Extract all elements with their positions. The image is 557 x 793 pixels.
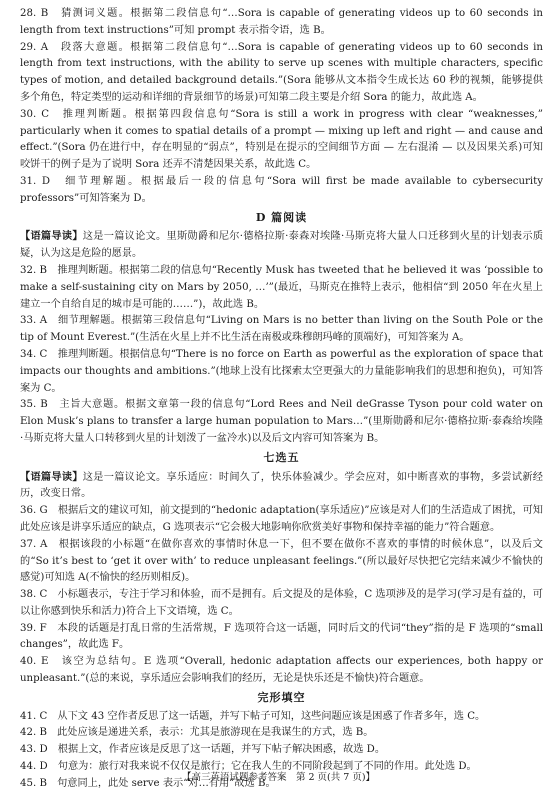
answer-35: 35. B 主旨大意题。根据文章第一段的信息句“Lord Rees and Neil deGrasse Tyson pour cold water on Elon Musk’s plans to transfer a large human population to Mars…”(里斯勋爵和尼尔·德格拉斯·泰森给埃隆·马斯克将大量人口转移到火星的计划泼了一盆冷水)以及后文内容可知答案为 B。 bbox=[20, 399, 543, 444]
guide-label: 【语篇导读】 bbox=[20, 230, 83, 243]
guide-label: 【语篇导读】 bbox=[20, 470, 83, 483]
reading-guide-seven bbox=[20, 469, 543, 504]
section-title-seven: 七选五 bbox=[263, 450, 300, 464]
answers-28-31 bbox=[20, 6, 543, 208]
answer-30: 30. C 推理判断题。根据第四段信息句“Sora is still a work in progress with clear “weaknesses,” particularly when it comes to spatial details of a prompt — mixing up left and right — and cause and effect.”(Sora 仍在进行中，存在明显的“弱点”，特别是在提示的空间细节方面 — 左右混淆 — 以及因果关系)可知咬饼干的例子是为了说明 Sora 还弄不清楚因果关系，故此选 C。 bbox=[20, 108, 543, 171]
section-title-d: D 篇阅读 bbox=[255, 210, 308, 224]
answer-45: 45. B 句意同上，此处 serve 表示“对…有用”故选 B。 bbox=[20, 777, 276, 789]
reading-guide-d bbox=[20, 228, 543, 263]
answer-31: 31. D 细节理解题。根据最后一段的信息句“Sora will first be made available to cybersecurity professors”可知答案为 D。 bbox=[20, 175, 543, 204]
answer-34: 34. C 推理判断题。根据信息句“There is no force on Earth as powerful as the exploration of space that impacts our thoughts and ambitions.”(地球上没有比探索太空更强大的力量能影响我们的思想和抱负)，可知答案为 C。 bbox=[20, 348, 543, 394]
answer-38: 38. C 小标题表示，专注于学习和体验，而不是拥有。后文提及的是体验，C 选项涉及的是学习(学习是有益的，可以让你感到快乐和活力)符合上下文语境，选 C。 bbox=[20, 589, 543, 617]
answer-43: 43. D 根据上文，作者应该是反思了这一话题，并写下帖子解决困惑，故选 D。 bbox=[20, 744, 386, 756]
answer-37: 37. A 根据该段的小标题“在做你喜欢的事情时休息一下，但不要在做你不喜欢的事情的时候休息”，以及后文的“So it’s best to ‘get it over with’ to reduce unpleasant feelings.”(所以最好尽快把它完结来减少不愉快的感觉)可知选 A(不愉快的经历则相反)。 bbox=[20, 538, 543, 584]
section-title-cloze: 完形填空 bbox=[257, 690, 306, 704]
guide-text: 这是一篇议论文。里斯勋爵和尼尔·德格拉斯·泰森对埃隆·马斯克将大量人口迁移到火星的计划表示质疑，认为这是危险的愿景。 bbox=[20, 231, 544, 260]
guide-text: 这是一篇议论文。享乐适应：时间久了，快乐体验减少。学会应对，如中断喜欢的事物，多尝试新经历，改变日常。 bbox=[20, 471, 543, 500]
answer-29: 29. A 段落大意题。根据第二段信息句“…Sora is capable of generating videos up to 60 seconds in length from text instructions, with the ability to serve up scenes with multiple characters, specific types of motion, and detailed background details.”(Sora 能够从文本指令生成长达 60 秒的视频，能够提供多个角色，特定类型的运动和详细的背景细节的场景)可知第二段主要是介绍 Sora 的能力，故此选 A。 bbox=[20, 41, 543, 103]
answer-40: 40. E 该空为总结句。E 选项“Overall, hedonic adaptation affects our experiences, both happy or unpleasant.”(总的来说，享乐适应会影响我们的经历，无论是快乐还是不愉快)符合题意。 bbox=[20, 656, 543, 685]
answer-44: 44. D 句意为：旅行对我来说不仅仅是旅行；它在我人生的不同阶段起到了不同的作用。此处选 D。 bbox=[20, 761, 477, 773]
answer-32: 32. B 推理判断题。根据第二段的信息句“Recently Musk has tweeted that he believed it was ‘possible to make a self-sustaining city on Mars by 2050, …’”(最近，马斯克在推特上表示，他相信“到 2050 年在火星上建立一个自给自足的城市是可能的……”)，故此选 B。 bbox=[20, 264, 543, 310]
answer-36: 36. G 根据后文的建议可知，前文提到的“hedonic adaptation(享乐适应)”应该是对人们的生活造成了困扰，可知此处应该是讲享乐适应的缺点，G 选项表示“它会极大地影响你欣赏美好事物和保持幸福的能力”符合题意。 bbox=[20, 505, 543, 533]
answer-28: 28. B 猜测词义题。根据第二段信息句“…Sora is capable of generating videos up to 60 seconds in length from text instructions”可知 prompt 表示指令语，选 B。 bbox=[20, 8, 543, 36]
answer-42: 42. B 此处应该是递进关系，表示：尤其是旅游现在是我谋生的方式，选 B。 bbox=[20, 727, 374, 739]
answer-33: 33. A 细节理解题。根据第三段信息句“Living on Mars is no better than living on the South Pole or the tip of Mount Everest.”(生活在火星上并不比生活在南极或珠穆朗玛峰的顶端好)，可知答案为 A。 bbox=[20, 315, 543, 344]
page-footer: 【高三英语试题参考答案 第 2 页(共 7 页)】 bbox=[181, 772, 376, 784]
answers-32-35 bbox=[20, 263, 543, 448]
answers-36-40 bbox=[20, 503, 543, 688]
answer-39: 39. F 本段的话题是打乱日常的生活常规，F 选项符合这一话题，同时后文的代词“they”指的是 F 选项的“small changes”，故此选 F。 bbox=[20, 622, 543, 651]
answer-41: 41. C 从下文 43 空作者反思了这一话题，并写下帖子可知，这些问题应该是困惑了作者多年，选 C。 bbox=[20, 710, 486, 722]
